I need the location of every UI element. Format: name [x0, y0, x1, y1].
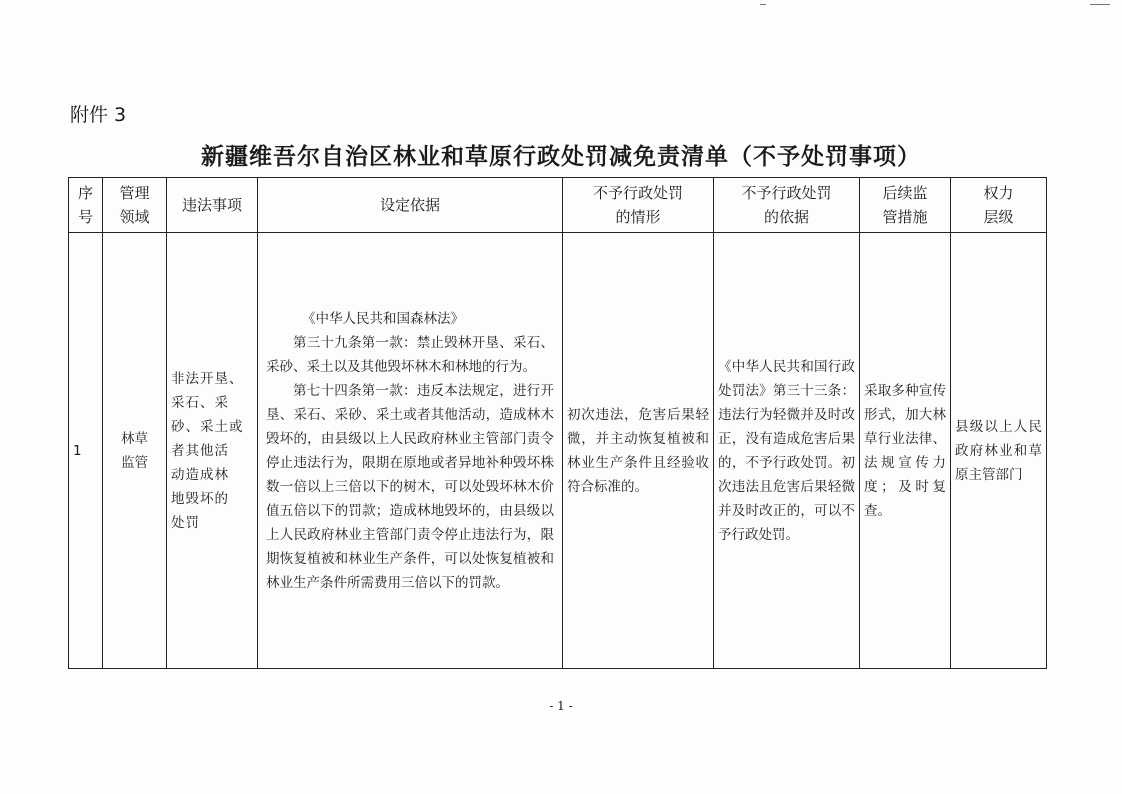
basis-article-39: 第三十九条第一款：禁止毁林开垦、采石、采砂、采土以及其他毁坏林木和林地的行为。: [266, 334, 554, 375]
header-level: 权力 层级: [951, 178, 1047, 233]
management-field: 林草 监管: [103, 233, 167, 669]
scan-mark: [760, 4, 766, 5]
annex-label: 附件 3: [70, 104, 127, 126]
header-situation: 不予行政处罚 的情形: [563, 178, 714, 233]
header-supervision: 后续监 管措施: [860, 178, 951, 233]
header-violation: 违法事项: [167, 178, 258, 233]
document-title: 新疆维吾尔自治区林业和草原行政处罚减免责清单（不予处罚事项）: [201, 143, 921, 170]
table-row: [69, 233, 1047, 669]
follow-up-supervision: 采取多种宣传形式，加大林草行业法律、法规宣传力度；及时复查。: [860, 233, 951, 669]
table-header-row: [69, 178, 1047, 233]
header-no: 序 号: [69, 178, 103, 233]
header-basis: 设定依据: [258, 178, 563, 233]
header-field: 管理 领域: [103, 178, 167, 233]
penalty-exemption-table: [68, 177, 1047, 669]
header-legal-basis: 不予行政处罚 的依据: [714, 178, 860, 233]
page-number: - 1 -: [549, 699, 573, 713]
authority-level: 县级以上人民政府林业和草原主管部门: [951, 233, 1047, 669]
violation-item: 非法开垦、 采石、采 砂、采土或 者其他活 动造成林 地毁坏的 处罚: [167, 233, 258, 669]
scan-mark: [1090, 4, 1110, 5]
legal-basis-text: [258, 233, 563, 669]
no-penalty-basis: 《中华人民共和国行政处罚法》第三十三条：违法行为轻微并及时改正，没有造成危害后果的，不予行政处罚。初次违法且危害后果轻微并及时改正的，可以不予行政处罚。: [714, 233, 860, 669]
no-penalty-situation: 初次违法，危害后果轻微，并主动恢复植被和林业生产条件且经验收符合标准的。: [563, 233, 714, 669]
basis-law-title: 《中华人民共和国森林法》: [302, 310, 464, 327]
row-number: 1: [69, 233, 103, 669]
basis-article-74: 第七十四条第一款：违反本法规定，进行开垦、采石、采砂、采土或者其他活动，造成林木毁坏的，由县级以上人民政府林业主管部门责令停止违法行为，限期在原地或者异地补种毁坏株数一倍以上三倍以下的树木，可以处毁坏林木价值五倍以下的罚款；造成林地毁坏的，由县级以上人民政府林业主管部门责令停止违法行为，限期恢复植被和林业生产条件，可以处恢复植被和林业生产条件所需费用三倍以下的罚款。: [266, 382, 554, 591]
